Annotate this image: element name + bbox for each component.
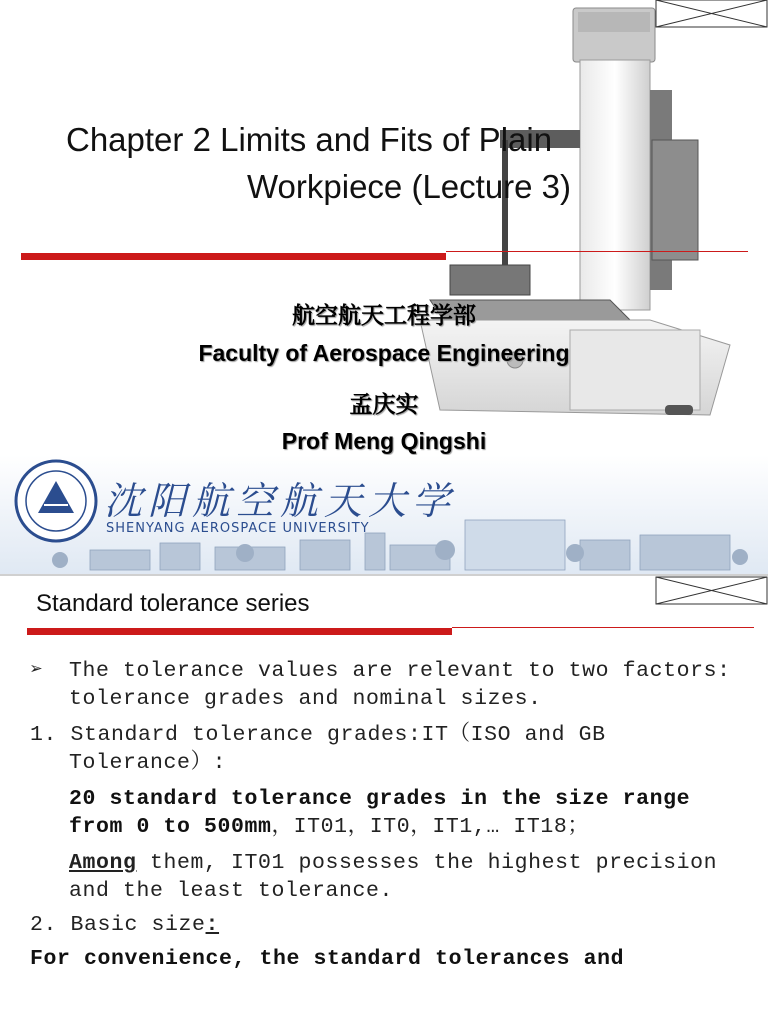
arrow-bullet-icon: ➢ [30,659,44,683]
slide-title-underline [27,628,452,635]
slide-title-underline-thin [452,627,754,628]
slide-title: Standard tolerance series [36,590,310,617]
university-seal-icon [16,461,96,541]
professor-english: Prof Meng Qingshi [281,428,487,454]
title-underline-thin [446,251,748,252]
numbered-item-1: 1. Standard tolerance grades:IT（ISO and GB Tolerance）: [30,723,606,775]
content-slide [0,576,768,1024]
chapter-title-line-1: Chapter 2 Limits and Fits of Plain [66,121,553,158]
university-name-english: SHENYANG AEROSPACE UNIVERSITY [106,521,370,536]
corner-decoration [655,576,768,605]
faculty-english: Faculty of Aerospace Engineering [198,340,570,366]
grades-paragraph: 20 standard tolerance grades in the size range from 0 to 500mm，IT01，IT0，IT1,… IT18； [69,787,691,839]
slide-body [30,657,750,973]
university-name-chinese: 沈阳航空航天大学 [104,479,457,523]
numbered-item-2: 2. Basic size: [30,913,220,937]
precision-paragraph: Among them, IT01 possesses the highest precision and the least tolerance. [69,851,718,903]
chapter-title-line-2: Workpiece (Lecture 3) [247,168,572,205]
faculty-chinese: 航空航天工程学部 [292,302,476,328]
title-underline [21,253,446,260]
convenience-paragraph: For convenience, the standard tolerances and [30,947,625,971]
professor-chinese: 孟庆实 [349,391,419,417]
bullet-paragraph: ➢ The tolerance values are relevant to two factors: tolerance grades and nominal sizes. [30,659,731,711]
